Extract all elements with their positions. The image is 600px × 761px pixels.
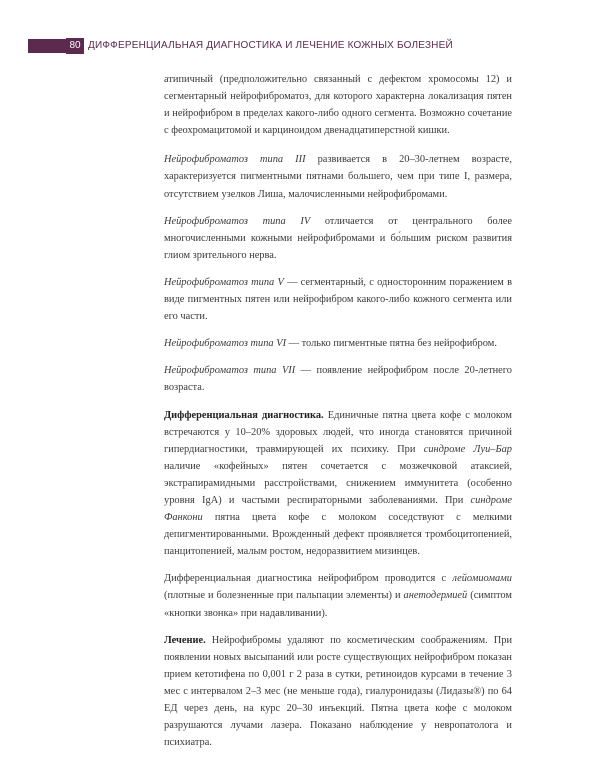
term-type-5: Нейрофиброматоз типа V (164, 276, 284, 288)
body-text (164, 71, 512, 761)
term-anetoderma: анетодермией (403, 590, 468, 602)
paragraph-type-6-text: — только пигментные пятна без нейрофибром. (286, 338, 497, 350)
differential-text-b: наличие «кофейных» пятен сочетается с мозжечковой атаксией, экстрапирамидными расстройствами, снижением иммунитета (особенно уровня IgA) и частыми респираторными заболеваниями. При (164, 460, 512, 506)
paragraph-neurofibroma-diff (164, 570, 512, 621)
paragraph-type-5 (164, 274, 512, 325)
term-type-4: Нейрофиброматоз типа IV (164, 215, 311, 227)
term-fanconi: синдроме Фанкони (164, 494, 512, 524)
paragraph-1-text: атипичный (предположительно связанный с дефектом хромосомы 12) и сегментарный нейрофиброматоз, для которого характерна локализация пятен и нейрофибром в пределах какого-либо одного сегмента. Возможно сочетание с феохромацитомой и карциноидом двенадцатиперстной кишки. (164, 74, 512, 137)
paragraph-treatment (164, 632, 512, 752)
term-louis-bar: синдроме Луи–Бар (423, 443, 512, 455)
term-type-3: Нейрофиброматоз типа III (164, 154, 306, 166)
neurofibroma-diff-text-c: (симптом «кнопки звонка» при надавливании). (164, 590, 513, 619)
paragraph-differential (164, 407, 512, 561)
neurofibroma-diff-text-a: Дифференциальная диагностика нейрофибром проводится с (164, 573, 453, 585)
paragraph-type-3-text: развивается в 20–30-летнем возрасте, характеризуется пигментными пятнами большего, чем при типе I, размера, отсутствием узелков Лиша, малочисленными нейрофибромами. (164, 154, 512, 200)
paragraph-type-3 (164, 151, 512, 202)
heading-differential: Дифференциальная диагностика. (164, 409, 324, 421)
running-header (0, 38, 600, 54)
header-accent-bar (28, 39, 66, 53)
chapter-title: ДИФФЕРЕНЦИАЛЬНАЯ ДИАГНОСТИКА И ЛЕЧЕНИЕ КОЖНЫХ БОЛЕЗНЕЙ (88, 40, 453, 51)
paragraph-type-4-text: отличается от центрального более многочисленными кожными нейрофибромами и бо́льшим риском развития глиом зрительного нерва. (164, 215, 513, 261)
paragraph-type-5-text: — сегментарный, с односторонним поражением в виде пигментных пятен или нейрофибром какого-либо кожного сегмента или его части. (164, 276, 512, 323)
paragraph-1 (164, 71, 512, 139)
paragraph-type-6 (164, 335, 512, 352)
page-number: 80 (66, 38, 84, 54)
paragraph-type-4 (164, 213, 512, 264)
differential-text-a: Единичные пятна цвета кофе с молоком встречаются у 10–20% здоровых людей, что иногда становятся причиной гипердиагностики, травмирующей их психику. При (164, 409, 512, 455)
term-leiomyoma: лейомиомами (452, 573, 512, 585)
term-type-7: Нейрофиброматоз типа VII (164, 365, 296, 377)
heading-treatment: Лечение. (164, 634, 206, 646)
treatment-text: Нейрофибромы удаляют по косметическим соображениям. При появлении новых высыпаний или росте существующих нейрофибром показан прием кетотифена по 0,001 г 2 раза в сутки, ретиноидов курсами в течение 3 мес с интервалом 2–3 мес (не меньше года), гиалуронидазы (Лидазы®) по 64 ЕД через день, на курс 20–30 инъекций. Пятна цвета кофе с молоком разрушаются лучами лазера. Показано наблюдение у невропатолога и психиатра. (164, 634, 512, 749)
paragraph-type-7 (164, 362, 512, 396)
neurofibroma-diff-text-b: (плотные и болезненные при пальпации элементы) и (164, 590, 404, 602)
term-type-6: Нейрофиброматоз типа VI (164, 338, 287, 350)
differential-text-c: пятна цвета кофе с молоком соседствуют с мелкими депигментированными. Врожденный дефект проявляется тромбоцитопенией, панцитопенией, малым ростом, недоразвитием мизинцев. (164, 512, 512, 558)
paragraph-type-7-text: — появление нейрофибром после 20-летнего возраста. (164, 365, 512, 394)
